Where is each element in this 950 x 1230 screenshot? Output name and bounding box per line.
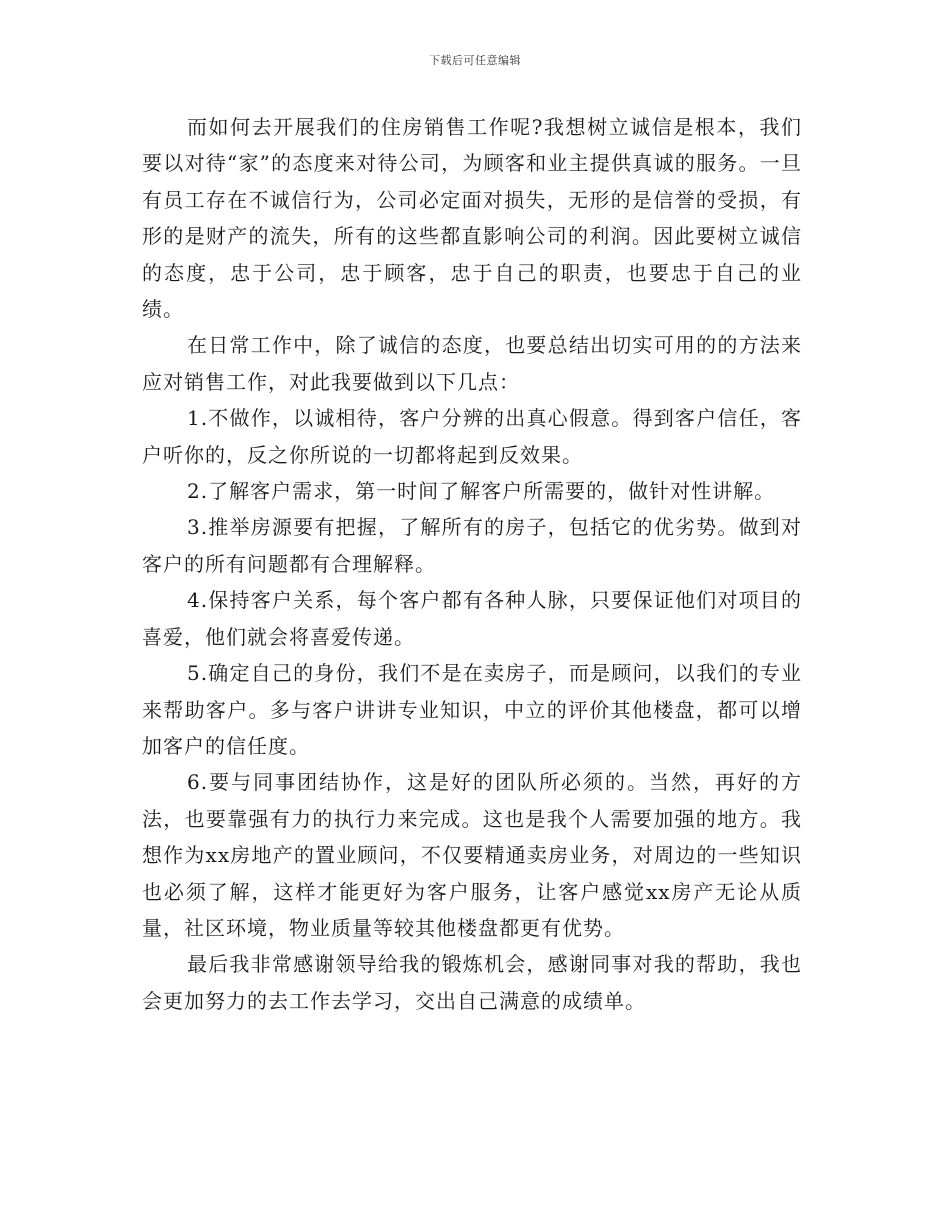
- list-item-6: 6.要与同事团结协作，这是好的团队所必须的。当然，再好的方法，也要靠强有力的执行力来完成。这也是我个人需要加强的地方。我想作为xx房地产的置业顾问，不仅要精通卖房业务，对周边的一些知识也必须了解，这样才能更好为客户服务，让客户感觉xx房产无论从质量，社区环境，物业质量等较其他楼盘都更有优势。: [142, 770, 802, 940]
- paragraph-intro: 而如何去开展我们的住房销售工作呢?我想树立诚信是根本，我们要以对待“家”的态度来对待公司，为顾客和业主提供真诚的服务。一旦有员工存在不诚信行为，公司必定面对损失，无形的是信誉的受损，有形的是财产的流失，所有的这些都直影响公司的利润。因此要树立诚信的态度，忠于公司，忠于顾客，忠于自己的职责，也要忠于自己的业绩。: [142, 115, 802, 322]
- list-item-1: 1.不做作，以诚相待，客户分辨的出真心假意。得到客户信任，客户听你的，反之你所说的一切都将起到反效果。: [142, 406, 802, 467]
- document-body: [142, 109, 802, 1019]
- list-item-2: 2.了解客户需求，第一时间了解客户所需要的，做针对性讲解。: [187, 479, 776, 504]
- list-item-3: 3.推举房源要有把握，了解所有的房子，包括它的优劣势。做到对客户的所有问题都有合理解释。: [142, 515, 802, 576]
- paragraph-daily-work: 在日常工作中，除了诚信的态度，也要总结出切实可用的的方法来应对销售工作，对此我要做到以下几点：: [142, 333, 802, 394]
- list-item-4: 4.保持客户关系，每个客户都有各种人脉，只要保证他们对项目的喜爱，他们就会将喜爱传递。: [142, 588, 802, 649]
- page-header: 下载后可任意编辑: [429, 54, 521, 67]
- list-item-5: 5.确定自己的身份，我们不是在卖房子，而是顾问，以我们的专业来帮助客户。多与客户讲讲专业知识，中立的评价其他楼盘，都可以增加客户的信任度。: [142, 661, 802, 758]
- paragraph-closing: 最后我非常感谢领导给我的锻炼机会，感谢同事对我的帮助，我也会更加努力的去工作去学习，交出自己满意的成绩单。: [142, 952, 802, 1013]
